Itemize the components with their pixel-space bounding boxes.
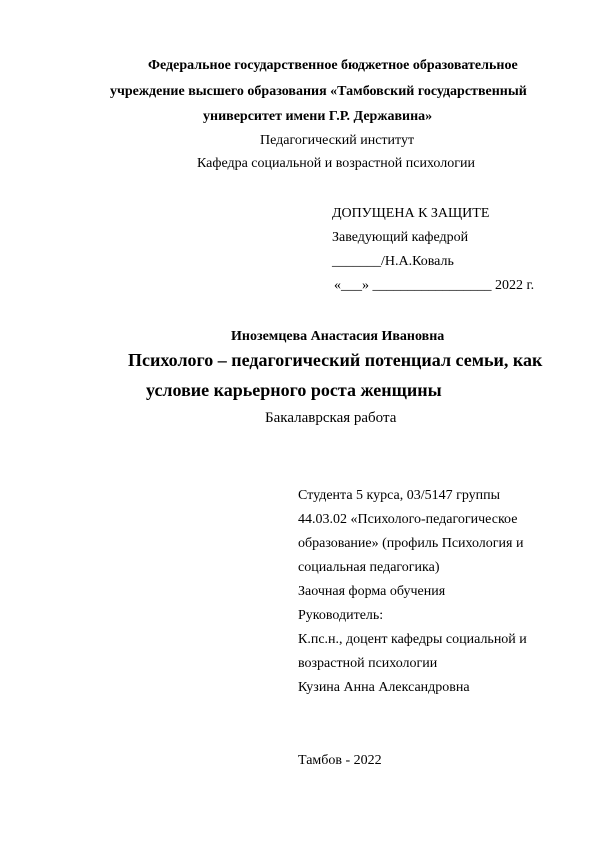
department-name: Кафедра социальной и возрастной психологии xyxy=(197,156,475,171)
supervisor-info-line: возрастной психологии xyxy=(298,656,438,671)
approval-position: Заведующий кафедрой xyxy=(332,230,469,245)
header-line-3: университет имени Г.Р. Державина» xyxy=(203,109,433,124)
student-info-line: социальная педагогика) xyxy=(298,560,440,575)
approval-title: ДОПУЩЕНА К ЗАЩИТЕ xyxy=(332,206,490,221)
institute-name: Педагогический институт xyxy=(260,133,415,148)
supervisor-info-line: К.пс.н., доцент кафедры социальной и xyxy=(298,632,527,647)
thesis-title-line-2: условие карьерного роста женщины xyxy=(146,380,442,400)
supervisor-label: Руководитель: xyxy=(298,608,384,623)
city-year: Тамбов - 2022 xyxy=(298,753,382,768)
student-info-line: образование» (профиль Психология и xyxy=(298,536,524,551)
study-form: Заочная форма обучения xyxy=(298,584,446,599)
approval-signature: _______/Н.А.Коваль xyxy=(332,254,454,269)
student-info-line: 44.03.02 «Психолого-педагогическое xyxy=(298,512,518,527)
thesis-type: Бакалаврская работа xyxy=(265,410,397,426)
approval-date: «___» _________________ 2022 г. xyxy=(334,278,535,293)
header-line-1: Федеральное государственное бюджетное образовательное xyxy=(148,58,518,73)
student-info-line: Студента 5 курса, 03/5147 группы xyxy=(298,488,501,503)
header-line-2: учреждение высшего образования «Тамбовский государственный xyxy=(110,84,527,99)
thesis-title-line-1: Психолого – педагогический потенциал семьи, как xyxy=(128,350,543,370)
supervisor-name: Кузина Анна Александровна xyxy=(298,680,470,695)
author-name: Иноземцева Анастасия Ивановна xyxy=(231,329,445,344)
